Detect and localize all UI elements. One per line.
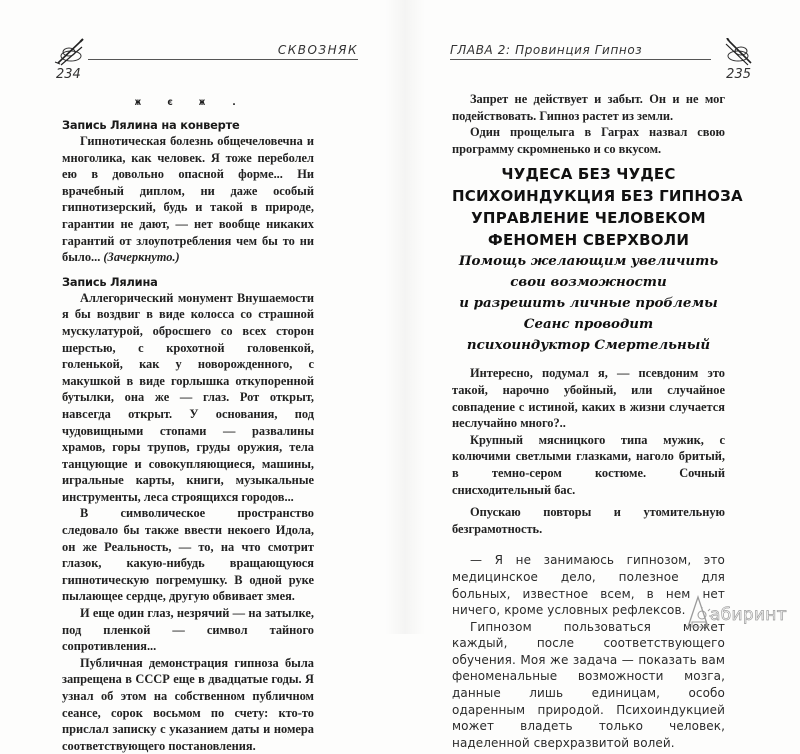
paragraph-text: Гипнотическая болезнь общечеловечна и многолика, как человек. Я тоже переболел ею в довольно опасной форме... Ни врачебный диплом, ни даже особый гипнотизерский, будь и такой в природе, гарантии не дают, — нет вообще никаких гарантий от злоупотребления чем бы то ни было... (62, 134, 314, 265)
poster-line: и разрешить личные проблемы (459, 295, 718, 312)
page-number: 235 (726, 67, 751, 82)
poster-line: ПСИХОИНДУКЦИЯ БЕЗ ГИПНОЗА (452, 187, 743, 206)
show-poster (452, 163, 743, 356)
paragraph: Публичная демонстрация гипноза была запрещена в СССР еще в двадцатые годы. Я узнал об этом на собственном публичном сеансе, сорок восьмом по счету: кто-то прислал записку с указанием даты и номера соответствующего постановления. (62, 655, 314, 753)
poster-line: психоиндуктор Смертельный (466, 337, 711, 354)
paragraph: И еще один глаз, незрячий — на затылке, под пленкой — символ тайного сопротивления... (62, 606, 314, 654)
left-text-column (62, 95, 314, 754)
paragraph (62, 133, 314, 266)
poster-line: ЧУДЕСА БЕЗ ЧУДЕС (501, 165, 676, 184)
header-rule (88, 59, 358, 60)
running-title: СКВОЗНЯК (277, 43, 358, 57)
left-page (0, 0, 400, 753)
paragraph: Интересно, подумал я, — псевдоним это такой, нарочно убойный, или случайное совпадение с истиной, каких в жизни случается неслучайно много?.. (452, 366, 725, 431)
paragraph: — Я не занимаюсь гипнозом, это медицинское дело, полезное для больных, известное всем, в нем нет ничего, кроме условных рефлексов. (452, 553, 725, 618)
right-page (400, 0, 800, 750)
section-heading: Запись Лялина (62, 274, 158, 289)
poster-line: Помощь желающим увеличить (458, 253, 719, 270)
left-running-header (52, 42, 358, 82)
header-rule (450, 59, 711, 60)
labirint-watermark (686, 583, 798, 629)
spacer (452, 537, 725, 552)
paragraph: В символическое пространство следовало бы также ввести некоего Идола, он же Реальность, — то, на что смотрит глазок, какую-нибудь вращающуюся гипнотическую погремушку. В одной руке пылающее сердце, другую обвивает змея. (62, 506, 314, 604)
section-heading: Запись Лялина на конверте (62, 118, 240, 132)
editorial-note: (Зачеркнуто.) (103, 250, 180, 265)
paragraph: Крупный мясницкого типа мужик, с колючими светлыми глазками, наголо бритый, в темно-сером костюме. Сочный снисходительный бас. (452, 432, 725, 497)
right-running-header (450, 42, 755, 82)
labirint-logo-icon (686, 593, 712, 629)
book-gutter-shadow (385, 0, 425, 634)
paragraph: Аллегорический монумент Внушаемости я бы воздвиг в виде колосса со страшной мускулатурой, обросшего со всех сторон шерстью, с крохотной головенкой, голенькой, как у новорожденного, с макушкой в виде горлышка откупоренной бутылки, она же — глаз. Рот открыт, навсегда открыт. У основания, под чудовищными стопами — развалины храмов, горы трупов, груды оружия, тела танцующие и совокупляющиеся, машины, игральные карты, книги, музыкальные инструменты, леса строящихся городов... (62, 290, 314, 504)
section-separator: ж є ж . (134, 97, 242, 108)
palette-brushes-icon (717, 38, 757, 68)
poster-line: Сеанс проводит (523, 316, 654, 333)
palette-brushes-icon (52, 38, 92, 68)
paragraph: Опускаю повторы и утомительную безграмотность. (452, 505, 725, 536)
paragraph: Запрет не действует и забыт. Он и не мог подействовать. Гипноз растет из земли. (452, 92, 725, 123)
paragraph: Один прощелыга в Гаграх назвал свою программу скромненько и со вкусом. (452, 125, 725, 156)
poster-line: ФЕНОМЕН СВЕРХВОЛИ (487, 231, 690, 250)
watermark-text: абиринт (710, 605, 787, 625)
poster-line: УПРАВЛЕНИЕ ЧЕЛОВЕКОМ (471, 209, 706, 228)
poster-line: свои возможности (510, 274, 667, 291)
paragraph: Гипнозом пользоваться может каждый, после соответствующего обучения. Моя же задача — показать вам феноменальные возможности мозга, данные лишь единицам, особо одаренным природой. Психоиндукцией может владеть только человек, наделенной сверхразвитой волей. (452, 619, 725, 750)
right-text-column (452, 91, 743, 751)
running-title: ГЛАВА 2: Провинция Гипноз (450, 43, 643, 57)
page-number: 234 (56, 67, 81, 82)
speech-block (452, 552, 725, 751)
